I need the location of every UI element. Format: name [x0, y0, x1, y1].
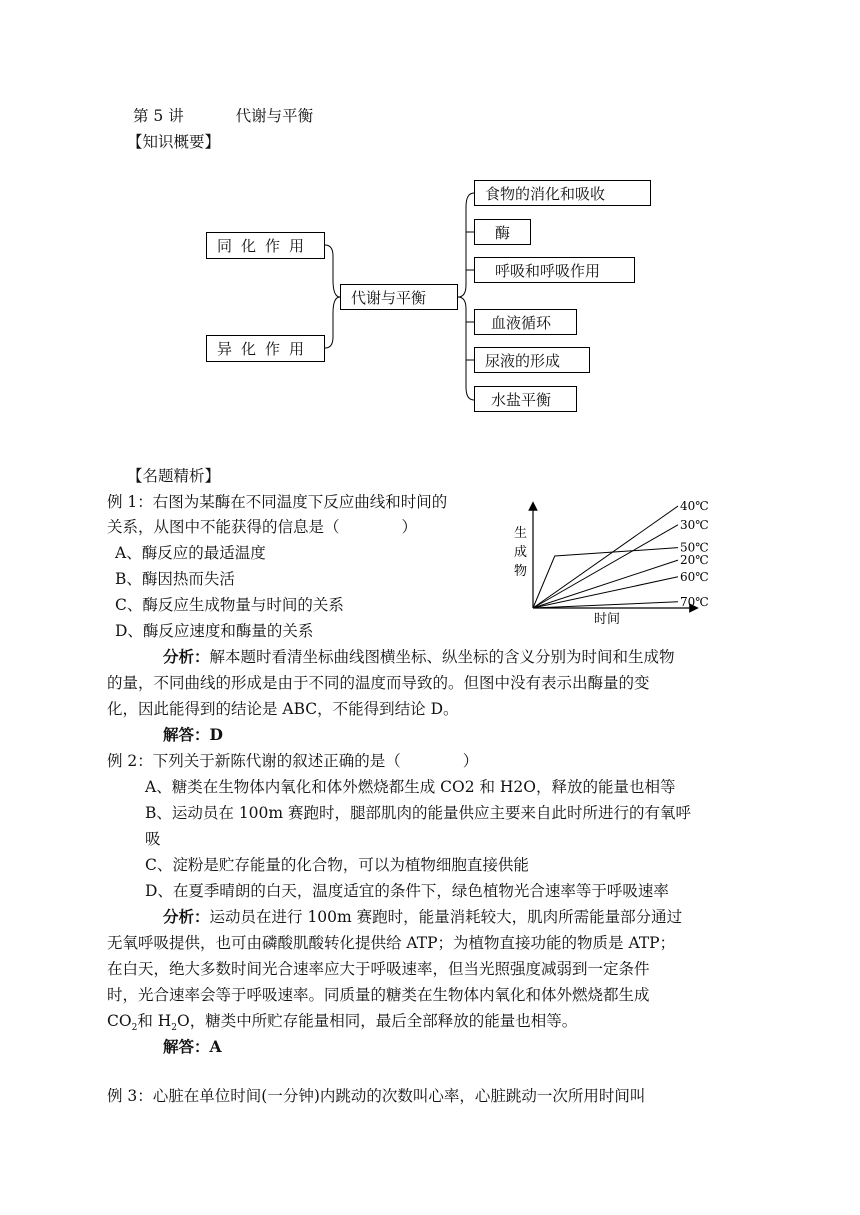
- ex2-answer: 解答：A: [163, 1037, 222, 1056]
- ex2-line1: 例 2：下列关于新陈代谢的叙述正确的是（ ）: [107, 752, 479, 770]
- mindmap-digestion: 食物的消化和吸收: [474, 180, 651, 206]
- ex1-option-b: B、酶因热而失活: [115, 570, 235, 588]
- connector-right-bottom: [458, 297, 474, 400]
- connector-right-top: [458, 193, 474, 297]
- and-h: 和 H: [137, 1012, 172, 1030]
- ex2-analysis-line4: 时，光合速率会等于呼吸速率。同质量的糖类在生物体内氧化和体外燃烧都生成: [107, 986, 650, 1004]
- ex2-analysis-line3: 在白天，绝大多数时间光合速率应大于呼吸速率，但当光照强度减弱到一定条件: [107, 960, 650, 978]
- h2o-subscript: 2: [171, 1023, 177, 1034]
- ex1-option-d: D、酶反应速度和酶量的关系: [115, 622, 314, 640]
- ex2-option-c: C、淀粉是贮存能量的化合物，可以为植物细胞直接供能: [145, 856, 529, 874]
- mindmap-urine-formation: 尿液的形成: [474, 347, 590, 373]
- ex2-option-b1: B、运动员在 100m 赛跑时，腿部肌肉的能量供应主要来自此时所进行的有氧呼: [145, 804, 692, 822]
- series-label-50℃: 50℃: [680, 540, 709, 555]
- series-line-70℃: [533, 602, 678, 608]
- series-label-30℃: 30℃: [680, 517, 709, 532]
- ex2-option-a: A、糖类在生物体内氧化和体外燃烧都生成 CO2 和 H2O，释放的能量也相等: [145, 778, 676, 796]
- series-label-20℃: 20℃: [680, 553, 709, 568]
- connector-left-top: [325, 245, 340, 297]
- series-label-70℃: 70℃: [680, 594, 709, 609]
- ex1-answer: 解答：D: [163, 725, 223, 744]
- mindmap-left-anabolism: 同化作用: [206, 232, 325, 259]
- ex2-analysis-line1: [163, 906, 682, 928]
- ex1-analysis-line1: [163, 646, 675, 668]
- series-label-60℃: 60℃: [680, 569, 709, 584]
- mindmap-blood-circulation: 血液循环: [474, 309, 577, 335]
- mindmap-left-catabolism: 异化作用: [206, 335, 325, 362]
- series-line-30℃: [533, 525, 678, 608]
- connector-left-bottom: [325, 297, 340, 348]
- enzyme-temperature-chart: [510, 492, 720, 628]
- ex2-analysis-line5: [107, 1010, 577, 1039]
- ex1-analysis-text1: 解本题时看清坐标曲线图横坐标、纵坐标的含义分别为时间和生成物: [209, 648, 675, 666]
- ex2-option-b2: 吸: [145, 830, 161, 848]
- ex1-option-c: C、酶反应生成物量与时间的关系: [115, 596, 344, 614]
- ylabel-char-3: 物: [514, 564, 528, 579]
- analysis5-rest: O，糖类中所贮存能量相同，最后全部释放的能量也相等。: [177, 1012, 578, 1030]
- ylabel-char-1: 生: [514, 526, 528, 541]
- ex1-analysis-line2: 的量，不同曲线的形成是由于不同的温度而导致的。但图中没有表示出酶量的变: [107, 674, 650, 692]
- mindmap-enzyme: 酶: [474, 219, 531, 245]
- mindmap-center: 代谢与平衡: [340, 284, 458, 310]
- ex1-option-a: A、酶反应的最适温度: [115, 544, 266, 562]
- ex1-analysis-label: 分析：: [163, 647, 210, 666]
- ex1-line2: 关系，从图中不能获得的信息是（ ）: [107, 518, 418, 536]
- section-knowledge-overview: 【知识概要】: [127, 133, 221, 151]
- ex1-analysis-line3: 化，因此能得到的结论是 ABC，不能得到结论 D。: [107, 700, 459, 718]
- co2-subscript: 2: [131, 1023, 138, 1034]
- ex3-line1: 例 3：心脏在单位时间(一分钟)内跳动的次数叫心率，心脏跳动一次所用时间叫: [107, 1087, 646, 1105]
- section-problems: 【名题精析】: [127, 467, 221, 485]
- xlabel: 时间: [594, 612, 621, 627]
- ex2-analysis-text1: 运动员在进行 100m 赛跑时，能量消耗较大，肌肉所需能量部分通过: [209, 908, 683, 926]
- ex2-option-d: D、在夏季晴朗的白天，温度适宜的条件下，绿色植物光合速率等于呼吸速率: [145, 882, 669, 900]
- ex2-analysis-line2: 无氧呼吸提供，也可由磷酸肌酸转化提供给 ATP；为植物直接功能的物质是 ATP；: [107, 934, 676, 952]
- ex1-line1: 例 1：右图为某酶在不同温度下反应曲线和时间的: [107, 493, 448, 511]
- lecture-number: 第 5 讲: [133, 107, 184, 125]
- series-line-20℃: [533, 560, 678, 608]
- co2-co: CO: [107, 1012, 132, 1030]
- series-label-40℃: 40℃: [680, 499, 709, 514]
- ylabel-char-2: 成: [514, 545, 528, 560]
- mindmap-water-salt: 水盐平衡: [474, 386, 577, 412]
- ex2-analysis-label: 分析：: [163, 907, 210, 926]
- mindmap-connectors: [0, 0, 860, 430]
- mindmap-respiration: 呼吸和呼吸作用: [474, 257, 635, 283]
- lecture-title: 代谢与平衡: [235, 107, 314, 125]
